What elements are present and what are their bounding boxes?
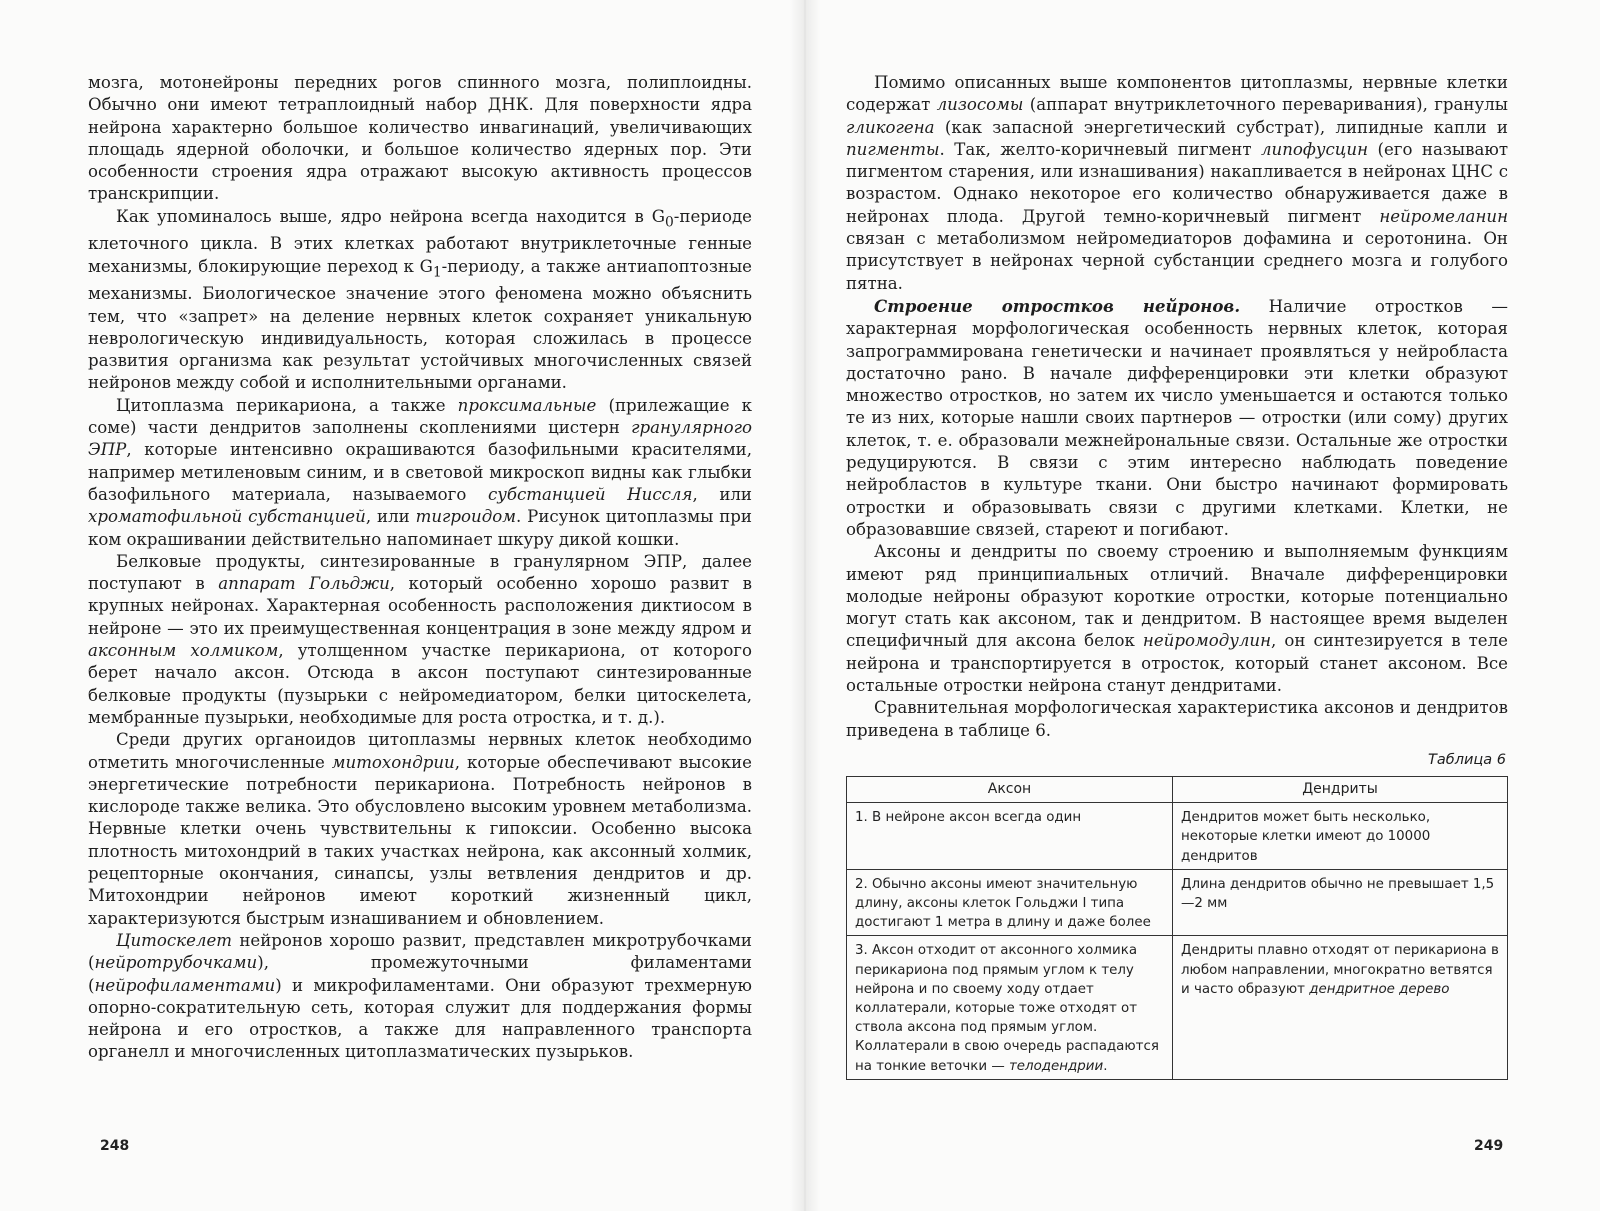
page-number-right: 249 xyxy=(1474,1138,1504,1154)
text-run: (его называют пигментом старения, или изнашивания) накапливается в нейронах ЦНС с возрастом. Однако некоторое его количество обнаруживается даже в нейронах плода. Другой темно-коричневый пигмент xyxy=(846,139,1508,226)
paragraph xyxy=(846,541,1508,697)
text-run: Как упоминалось выше, ядро нейрона всегда находится в G xyxy=(116,206,665,226)
italic-term: нейромодулин xyxy=(1142,631,1272,651)
text-run: , он синтезируется в теле нейрона и транспортируется в отросток, который станет аксоном. Все остальные отростки нейрона станут дендритами. xyxy=(846,631,1508,696)
text-run: Цитоплазма перикариона, а также xyxy=(116,395,458,415)
paragraph xyxy=(88,72,752,206)
text-run: Аксоны и дендриты по своему строению и выполняемым функциям имеют ряд принципиальных отличий. Вначале дифференцировки молодые нейроны образуют короткие отростки, которые потенциально могут стать как аксоном, так и дендритом. В настоящее время выделен специфичный для аксона белок xyxy=(846,542,1508,651)
text-run: 1. В нейроне аксон всегда один xyxy=(855,810,1082,826)
text-run: , которые обеспечивают высокие энергетические потребности перикариона. Потребность нейронов в кислороде также велика. Это обусловлено высоким уровнем метаболизма. Нервные клетки очень чувствительны к гипоксии. Особенно высока плотность митохондрий в таких участках нейрона, как аксонный холмик, рецепторные окончания, синапсы, узлы ветвления дендритов и др. Митохондрии нейронов имеют короткий жизненный цикл, характеризуются быстрым изнашиванием и обновлением. xyxy=(88,752,753,928)
text-run: -периоде клеточного цикла. В этих клетках работают внутриклеточные генные механизмы, блокирующие переход к G xyxy=(88,206,752,276)
text-run: , утолщенном участке перикариона, от которого берет начало аксон. Отсюда в аксон поступают синтезированные белковые продукты (пузырьки с нейромедиатором, белки цитоскелета, мембранные пузырьки, необходимые для роста отростка, и т. д.). xyxy=(88,641,752,727)
table-row xyxy=(847,936,1508,1079)
paragraph xyxy=(846,295,1508,541)
italic-term: нейрофиламентами xyxy=(94,975,276,995)
paragraph xyxy=(88,729,752,930)
text-run: . Так, желто-коричневый пигмент xyxy=(939,139,1261,159)
italic-term: тигроидом xyxy=(415,507,516,527)
text-run: (аппарат внутриклеточного переваривания), гранулы xyxy=(1023,95,1508,115)
right-page xyxy=(846,72,1508,1080)
paragraph xyxy=(846,697,1508,742)
italic-term: пигменты xyxy=(846,139,940,159)
text-run: мозга, мотонейроны передних рогов спинного мозга, полиплоидны. Обычно они имеют тетраплоидный набор ДНК. Для поверхности ядра нейрона характерно большое количество инвагинаций, увеличивающих площадь ядерной оболочки, и большое количество ядерных пор. Эти особенности строения ядра отражают высокую активность процессов транскрипции. xyxy=(88,73,752,204)
text-run: -периоду, а также антиапоптозные механизмы. Биологическое значение этого феномена можно объяснить тем, что «запрет» на деление нервных клеток сохраняет уникальную неврологическую индивидуальность, которая сложилась в процессе развития организма как результат устойчивых многочисленных связей нейронов между собой и исполнительными органами. xyxy=(88,256,752,393)
text-run: Дендриты плавно отходят от перикариона в любом направлении, многократно ветвятся и часто образуют xyxy=(1181,943,1499,997)
italic-term: Цитоскелет xyxy=(116,930,233,950)
italic-term: дендритное дерево xyxy=(1309,981,1450,997)
text-run: Дендритов может быть несколько, некоторые клетки имеют до 10000 дендритов xyxy=(1181,810,1431,864)
subscript: 0 xyxy=(664,214,674,231)
table-body xyxy=(847,803,1508,1080)
book-gutter-shadow xyxy=(790,0,820,1211)
table-cell-dendrites xyxy=(1173,869,1508,936)
text-run: (прилежащие к соме) части дендритов заполнены скоплениями цистерн xyxy=(88,395,752,438)
subscript: 1 xyxy=(432,264,442,280)
text-run: Длина дендритов обычно не превышает 1,5—2 мм xyxy=(1181,876,1495,911)
text-run: нейронов хорошо развит, представлен микротрубочками ( xyxy=(88,930,752,973)
paragraph xyxy=(846,72,1508,295)
text-run: Среди других органоидов цитоплазмы нервных клеток необходимо отметить многочисленные xyxy=(88,730,752,772)
text-run: ) и микрофиламентами. Они образуют трехмерную опорно-сократительную сеть, которая служит для поддержания формы нейрона и его отростков, а также для направленного транспорта органелл и многочисленных цитоплазматических пузырьков. xyxy=(88,975,752,1062)
table-caption: Таблица 6 xyxy=(1428,751,1506,768)
text-run: Белковые продукты, синтезированные в гранулярном ЭПР, далее поступают в xyxy=(88,551,752,594)
left-page xyxy=(88,72,752,1064)
italic-term: митохондрии xyxy=(331,752,455,772)
text-run: Помимо описанных выше компонентов цитоплазмы, нервные клетки содержат xyxy=(846,73,1508,115)
italic-term: хроматофильной субстанцией xyxy=(88,507,366,527)
italic-term: гликогена xyxy=(846,117,935,137)
italic-term: нейромеланин xyxy=(1379,206,1508,226)
paragraph xyxy=(88,551,752,729)
paragraph xyxy=(88,395,752,551)
text-run: 2. Обычно аксоны имеют значительную длину, аксоны клеток Гольджи I типа достигают 1 метра в длину и даже более xyxy=(855,876,1151,931)
table-row xyxy=(847,869,1508,936)
italic-term: гранулярного ЭПР xyxy=(88,418,752,460)
text-run: Сравнительная морфологическая характеристика аксонов и дендритов приведена в таблице 6. xyxy=(846,698,1508,740)
paragraph xyxy=(88,206,752,395)
table-cell-axon xyxy=(847,936,1173,1079)
text-run: связан с метаболизмом нейромедиаторов дофамина и серотонина. Он присутствует в нейронах черной субстанции среднего мозга и голубого пятна. xyxy=(846,229,1508,293)
table-header-row xyxy=(847,776,1508,802)
text-run: ), промежуточными филаментами ( xyxy=(88,953,752,995)
right-page-text xyxy=(846,72,1508,742)
text-run: , или xyxy=(365,507,416,527)
text-run: , который особенно хорошо развит в крупных нейронах. Характерная особенность расположения диктиосом в нейроне — это их преимущественная концентрация в зоне между ядром и xyxy=(88,574,752,638)
text-run: . Рисунок цитоплазмы при ком окрашивании действительно напоминает шкуру дикой кошки. xyxy=(88,507,752,549)
page-number-left: 248 xyxy=(100,1138,130,1154)
table-cell-axon xyxy=(847,869,1173,936)
section-heading: Строение отростков нейронов. xyxy=(874,295,1241,316)
table-row xyxy=(847,803,1508,870)
italic-term: аксонным холмиком xyxy=(88,641,279,661)
italic-term: нейротрубочками xyxy=(94,953,258,973)
italic-term: проксимальные xyxy=(457,395,597,415)
text-run: , или xyxy=(692,484,752,504)
text-run: . xyxy=(1103,1058,1108,1074)
italic-term: субстанцией Нисcля xyxy=(487,484,693,504)
table-cell-dendrites xyxy=(1173,936,1508,1079)
text-run: (как запасной энергетический субстрат), липидные капли и xyxy=(934,117,1508,137)
italic-term: аппарат Гольджи xyxy=(218,574,390,594)
comparison-table xyxy=(846,776,1508,1080)
table-header-dendrites: Дендриты xyxy=(1173,776,1508,802)
left-page-text xyxy=(88,72,752,1064)
table-header-axon: Аксон xyxy=(847,776,1173,802)
paragraph xyxy=(88,930,752,1064)
italic-term: липофусцин xyxy=(1260,139,1369,159)
table-cell-axon xyxy=(847,803,1173,870)
italic-term: лизосомы xyxy=(936,95,1024,115)
text-run: Наличие отростков — характерная морфологическая особенность нервных клеток, которая запрограммирована генетически и начинает проявляться у нейробласта достаточно рано. В начале дифференцировки эти клетки образуют множество отростков, но затем их число уменьшается и остаются только те из них, которые нашли своих партнеров — отростки (или сому) других клеток, т. е. образовали межнейрональные связи. Остальные же отростки редуцируются. В связи с этим интересно наблюдать поведение нейробластов в культуре ткани. Они быстро начинают формировать отростки и образовывать связи с другими клетками. Клетки, не образовавшие связей, стареют и погибают. xyxy=(846,296,1508,539)
text-run: , которые интенсивно окрашиваются базофильными красителями, например метиленовым синим, и в световой микроскоп видны как глыбки базофильного материала, называемого xyxy=(88,440,752,504)
italic-term: телодендрии xyxy=(1008,1058,1104,1074)
text-run: 3. Аксон отходит от аксонного холмика перикариона под прямым углом к телу нейрона и по своему ходу отдает коллатерали, которые тоже отходят от ствола аксона под прямым углом. Коллатерали в свою очередь распадаются на тонкие веточки — xyxy=(855,943,1159,1074)
table-cell-dendrites xyxy=(1173,803,1508,870)
